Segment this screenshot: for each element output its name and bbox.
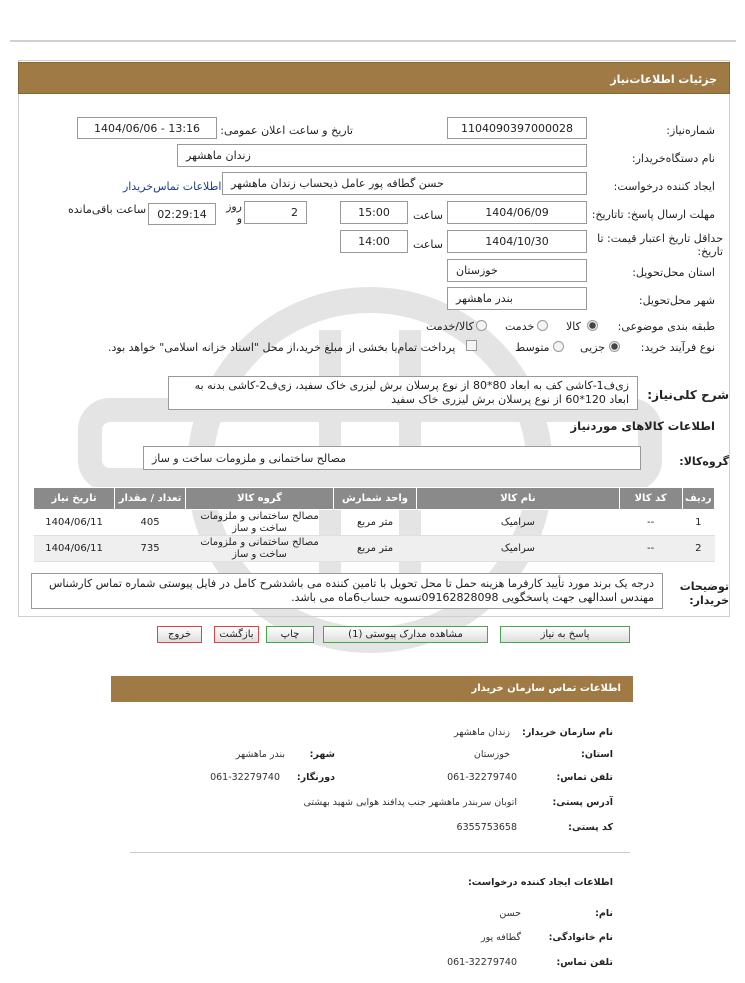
notes-text: درجه یک برند مورد تأیید کارفرما هزینه حمل تا محل تحویل با تامین کننده می باشدشرح کامل در فایل پیوستی شماره تماس کارشناس مهندس اسدالهی جهت پاسخگویی 09162828098تسویه حساب6ماه می باشد. [31, 573, 663, 609]
contact-section-header [111, 676, 633, 702]
panel-title: جزئیات اطلاعات‌نیاز [610, 73, 717, 86]
th-unit: واحد شمارش [333, 488, 416, 510]
creator-family-label: نام خانوادگی: [548, 932, 613, 943]
validity-date-field: 1404/10/30 [447, 230, 587, 253]
reply-button[interactable]: پاسخ به نیاز [500, 626, 630, 643]
process-minor-radio[interactable] [609, 341, 620, 352]
category-both-radio[interactable] [476, 320, 487, 331]
org-value: زندان ماهشهر [454, 727, 510, 738]
th-code: کد کالا [619, 488, 682, 510]
city-field: بندر ماهشهر [447, 287, 587, 310]
process-medium-radio[interactable] [553, 341, 564, 352]
contact-phone-value: 061-32279740 [447, 772, 517, 783]
contact-city-label: شهر: [309, 749, 335, 760]
need-number-label: شماره‌نیاز: [666, 124, 715, 137]
postal-label: کد پستی: [568, 822, 613, 833]
buyer-contact-link[interactable]: اطلاعات تماس‌خریدار [123, 180, 222, 193]
th-row: ردیف [682, 488, 714, 510]
creator-family-value: گطافه پور [480, 932, 521, 943]
buyer-label: نام دستگاه‌خریدار: [631, 152, 715, 165]
cell-unit: متر مربع [333, 510, 416, 536]
contact-province-value: خوزستان [473, 749, 510, 760]
th-group: گروه کالا [186, 488, 334, 510]
announce-label: تاریخ و ساعت اعلان عمومی: [220, 124, 353, 137]
deadline-time-field: 15:00 [340, 201, 408, 224]
contact-section-title: اطلاعات تماس سازمان خریدار [471, 683, 621, 694]
cell-code: -- [619, 510, 682, 536]
category-goods-radio[interactable] [587, 320, 598, 331]
cell-qty: 735 [115, 536, 186, 562]
summary-label: شرح کلی‌نیاز: [647, 388, 729, 402]
need-number-field: 1104090397000028 [447, 117, 587, 139]
city-label: شهر محل‌تحویل: [638, 294, 715, 307]
group-field: مصالح ساختمانی و ملزومات ساخت و ساز [143, 446, 641, 470]
creator-phone-label: تلفن تماس: [556, 957, 613, 968]
deadline-date-field: 1404/06/09 [447, 201, 587, 224]
province-field: خوزستان [447, 259, 587, 282]
validity-label: حداقل تاریخ اعتبار قیمت: تا تاریخ: [597, 232, 723, 258]
cell-name: سرامیک [417, 536, 620, 562]
creator-label: ایجاد کننده درخواست: [613, 180, 715, 193]
creator-field: حسن گطافه پور عامل ذیحساب زندان ماهشهر [222, 172, 587, 195]
treasury-checkbox[interactable] [466, 340, 477, 351]
panel-header [18, 62, 730, 94]
notes-label: توضیحات خریدار: [679, 580, 729, 607]
days-label: روز و [226, 200, 242, 225]
goods-info-title: اطلاعات کالاهای موردنیاز [570, 419, 715, 433]
group-label: گروه‌کالا: [679, 455, 729, 468]
fax-label: دورنگار: [296, 772, 335, 783]
org-label: نام سازمان خریدار: [522, 727, 613, 738]
creator-section-title: اطلاعات ایجاد کننده درخواست: [467, 877, 613, 888]
deadline-label: مهلت ارسال پاسخ: تاتاریخ: [591, 208, 715, 221]
table-row [34, 510, 715, 536]
summary-text: زی‌ف1-کاشی کف به ابعاد 80*80 از نوع پرسلان برش لیزری خاک سفید، زی‌ف2-کاشی بدنه به ابعاد 120*60 از نوع پرسلان برش لیزری خاک سفید [168, 376, 638, 410]
th-name: نام کالا [417, 488, 620, 510]
announce-field: 1404/06/06 - 13:16 [77, 117, 217, 139]
cell-name: سرامیک [417, 510, 620, 536]
category-goods-label: کالا [566, 320, 581, 333]
exit-button[interactable]: خروج [157, 626, 202, 643]
contact-city-value: بندر ماهشهر [235, 749, 285, 760]
buyer-field: زندان ماهشهر [177, 144, 587, 167]
view-docs-button[interactable]: مشاهده مدارک پیوستی (1) [323, 626, 488, 643]
process-medium-label: متوسط [515, 341, 550, 354]
creator-name-value: حسن [499, 908, 521, 919]
print-button[interactable]: چاپ [266, 626, 314, 643]
validity-time-label: ساعت [413, 238, 443, 251]
cell-date: 1404/06/11 [34, 510, 115, 536]
category-service-radio[interactable] [537, 320, 548, 331]
fax-value: 061-32279740 [210, 772, 280, 783]
contact-divider [130, 852, 630, 853]
category-both-label: کالا/خدمت [426, 320, 474, 333]
category-service-label: خدمت [505, 320, 535, 333]
table-header-row [34, 488, 715, 510]
deadline-time-label: ساعت [413, 209, 443, 222]
cell-row: 1 [682, 510, 714, 536]
creator-name-label: نام: [595, 908, 613, 919]
cell-group: مصالح ساختمانی و ملزومات ساخت و ساز [186, 536, 334, 562]
payment-note: پرداخت تمام‌یا بخشی از مبلغ خرید،از محل "اسناد خزانه اسلامی" خواهد بود. [108, 341, 456, 354]
top-divider [10, 40, 736, 42]
province-label: استان محل‌تحویل: [632, 266, 715, 279]
table-row [34, 536, 715, 562]
validity-time-field: 14:00 [340, 230, 408, 253]
th-date: تاریخ نیاز [34, 488, 115, 510]
contact-phone-label: تلفن تماس: [556, 772, 613, 783]
cell-code: -- [619, 536, 682, 562]
address-value: اتوبان سربندر ماهشهر جنب پدافند هوایی شهید بهشتی [303, 797, 517, 808]
th-qty: تعداد / مقدار [115, 488, 186, 510]
creator-phone-value: 061-32279740 [447, 957, 517, 968]
cell-qty: 405 [115, 510, 186, 536]
category-label: طبقه بندی موضوعی: [617, 320, 715, 333]
process-minor-label: جزیی [580, 341, 606, 354]
back-button[interactable]: بازگشت [214, 626, 259, 643]
cell-unit: متر مربع [333, 536, 416, 562]
cell-row: 2 [682, 536, 714, 562]
remaining-label: ساعت باقی‌مانده [68, 203, 147, 216]
cell-date: 1404/06/11 [34, 536, 115, 562]
postal-value: 6355753658 [456, 822, 517, 833]
contact-province-label: استان: [581, 749, 613, 760]
process-label: نوع فرآیند خرید: [640, 341, 715, 354]
cell-group: مصالح ساختمانی و ملزومات ساخت و ساز [186, 510, 334, 536]
address-label: آدرس پستی: [552, 797, 613, 808]
items-table [33, 487, 715, 562]
remaining-field: 02:29:14 [148, 203, 216, 225]
days-field: 2 [244, 201, 307, 224]
